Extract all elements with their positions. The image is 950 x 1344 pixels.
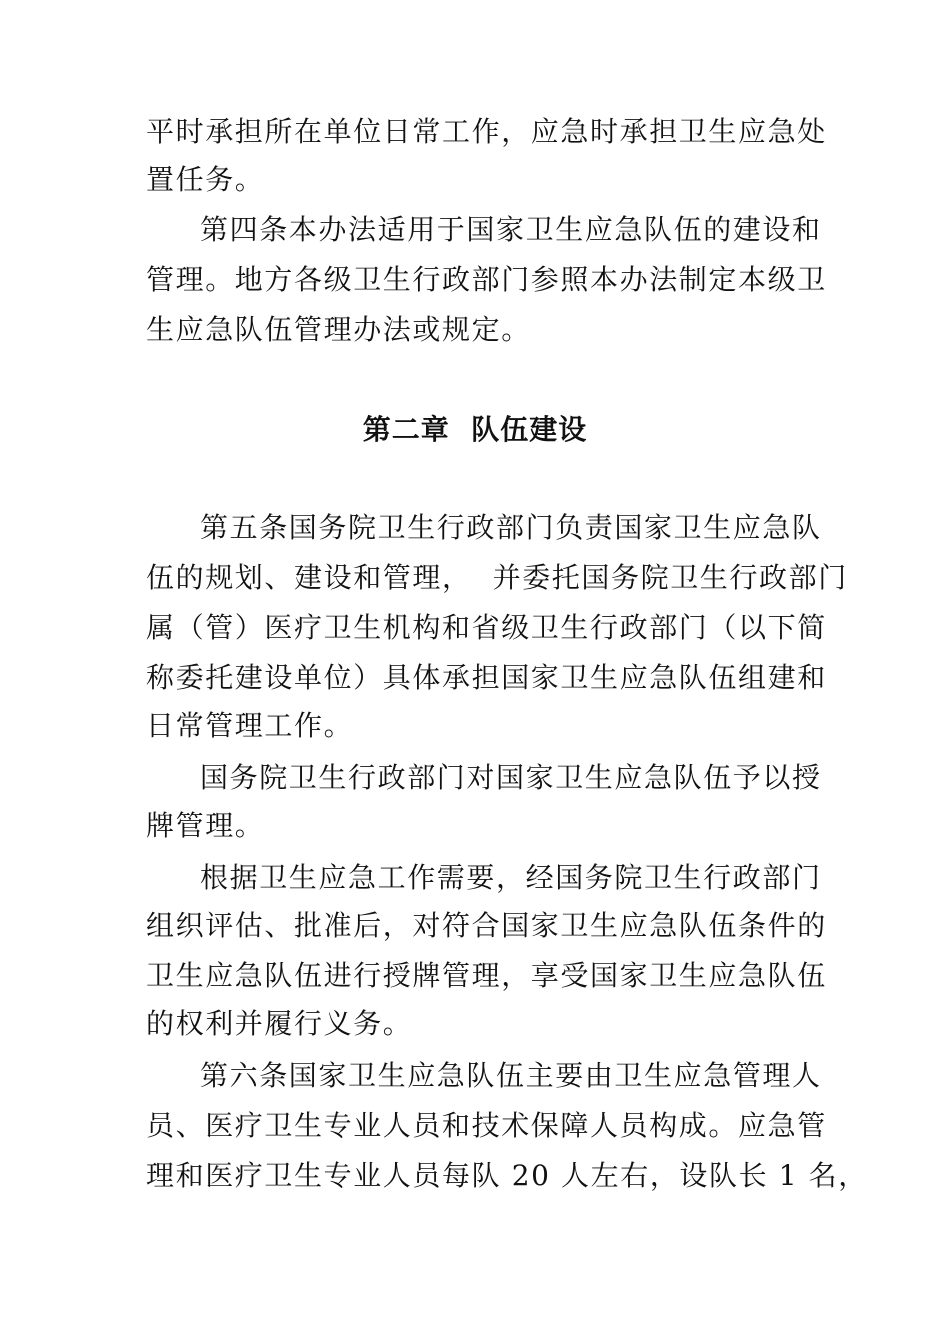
article-6-line: 理和医疗卫生专业人员每队 20 人左右，设队长 1 名，: [146, 1159, 868, 1192]
article-4-line: 生应急队伍管理办法或规定。: [146, 313, 531, 346]
article-4-line: 管理。地方各级卫生行政部门参照本办法制定本级卫: [146, 263, 827, 296]
paragraph-line: 卫生应急队伍进行授牌管理，享受国家卫生应急队伍: [146, 959, 827, 992]
article-5-line: 称委托建设单位）具体承担国家卫生应急队伍组建和: [146, 661, 827, 694]
paragraph-line: 牌管理。: [146, 809, 265, 842]
article-6-line: 第六条国家卫生应急队伍主要由卫生应急管理人: [200, 1059, 822, 1092]
article-4-line: 第四条本办法适用于国家卫生应急队伍的建设和: [200, 213, 822, 246]
article-6-line: 员、医疗卫生专业人员和技术保障人员构成。应急管: [146, 1109, 827, 1142]
chapter-heading: 第二章 队伍建设: [362, 413, 588, 446]
article-5-line: 伍的规划、建设和管理， 并委托国务院卫生行政部门: [146, 561, 848, 594]
article-5-line: 第五条国务院卫生行政部门负责国家卫生应急队: [200, 511, 822, 544]
paragraph-line: 置任务。: [146, 163, 265, 196]
paragraph-line: 国务院卫生行政部门对国家卫生应急队伍予以授: [200, 761, 822, 794]
paragraph-line: 根据卫生应急工作需要，经国务院卫生行政部门: [200, 861, 822, 894]
article-5-line: 日常管理工作。: [146, 709, 354, 742]
paragraph-line: 平时承担所在单位日常工作，应急时承担卫生应急处: [146, 115, 827, 148]
paragraph-line: 的权利并履行义务。: [146, 1007, 413, 1040]
paragraph-line: 组织评估、批准后，对符合国家卫生应急队伍条件的: [146, 909, 827, 942]
article-5-line: 属（管）医疗卫生机构和省级卫生行政部门（以下简: [146, 611, 827, 644]
